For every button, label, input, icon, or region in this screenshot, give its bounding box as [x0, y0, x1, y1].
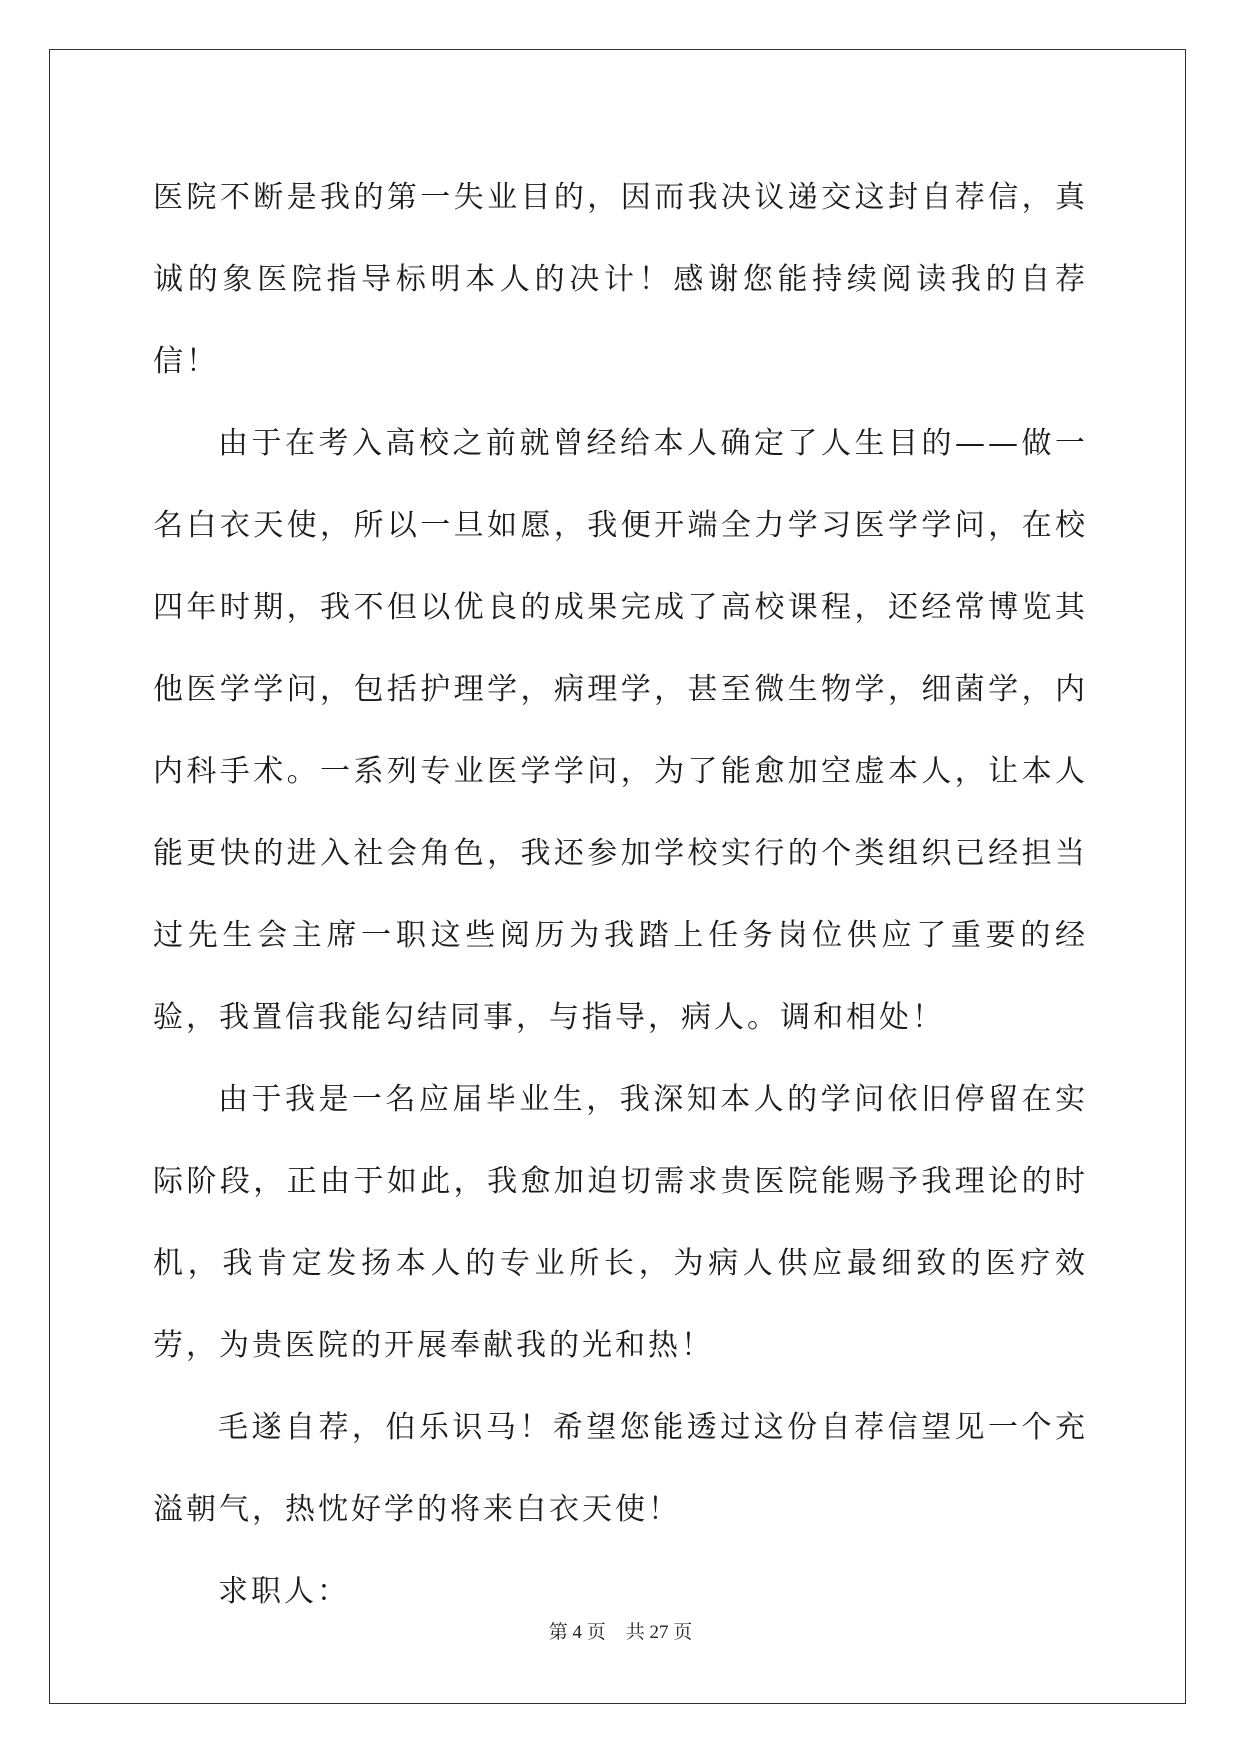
- paragraph-intro: 医院不断是我的第一失业目的，因而我决议递交这封自荐信，真诚的象医院指导标明本人的决计！感谢您能持续阅读我的自荐信！: [153, 180, 1088, 379]
- paragraph-applicant: 求职人：: [218, 1574, 350, 1609]
- paragraph-education: 由于在考入高校之前就曾经给本人确定了人生目的——做一名白衣天使，所以一旦如愿，我便开端全力学习医学学问，在校四年时期，我不但以优良的成果完成了高校课程，还经常博览其他医学学问，包括护理学，病理学，甚至微生物学，细菌学，内内科手术。一系列专业医学学问，为了能愈加空虚本人，让本人能更快的进入社会角色，我还参加学校实行的个类组织已经担当过先生会主席一职这些阅历为我踏上任务岗位供应了重要的经验，我置信我能勾结同事，与指导，病人。调和相处！: [153, 426, 1088, 1035]
- document-body: [153, 157, 1088, 1633]
- paragraph-closing: 毛遂自荐，伯乐识马！希望您能透过这份自荐信望见一个充溢朝气，热忱好学的将来白衣天使！: [153, 1410, 1088, 1527]
- page-number: 第 4 页: [548, 1622, 606, 1643]
- page-total: 共 27 页: [625, 1622, 693, 1643]
- paragraph-graduate: 由于我是一名应届毕业生，我深知本人的学问依旧停留在实际阶段，正由于如此，我愈加迫切需求贵医院能赐予我理论的时机，我肯定发扬本人的专业所长，为病人供应最细致的医疗效劳，为贵医院的开展奉献我的光和热！: [153, 1082, 1088, 1363]
- page-footer: [0, 1617, 1241, 1644]
